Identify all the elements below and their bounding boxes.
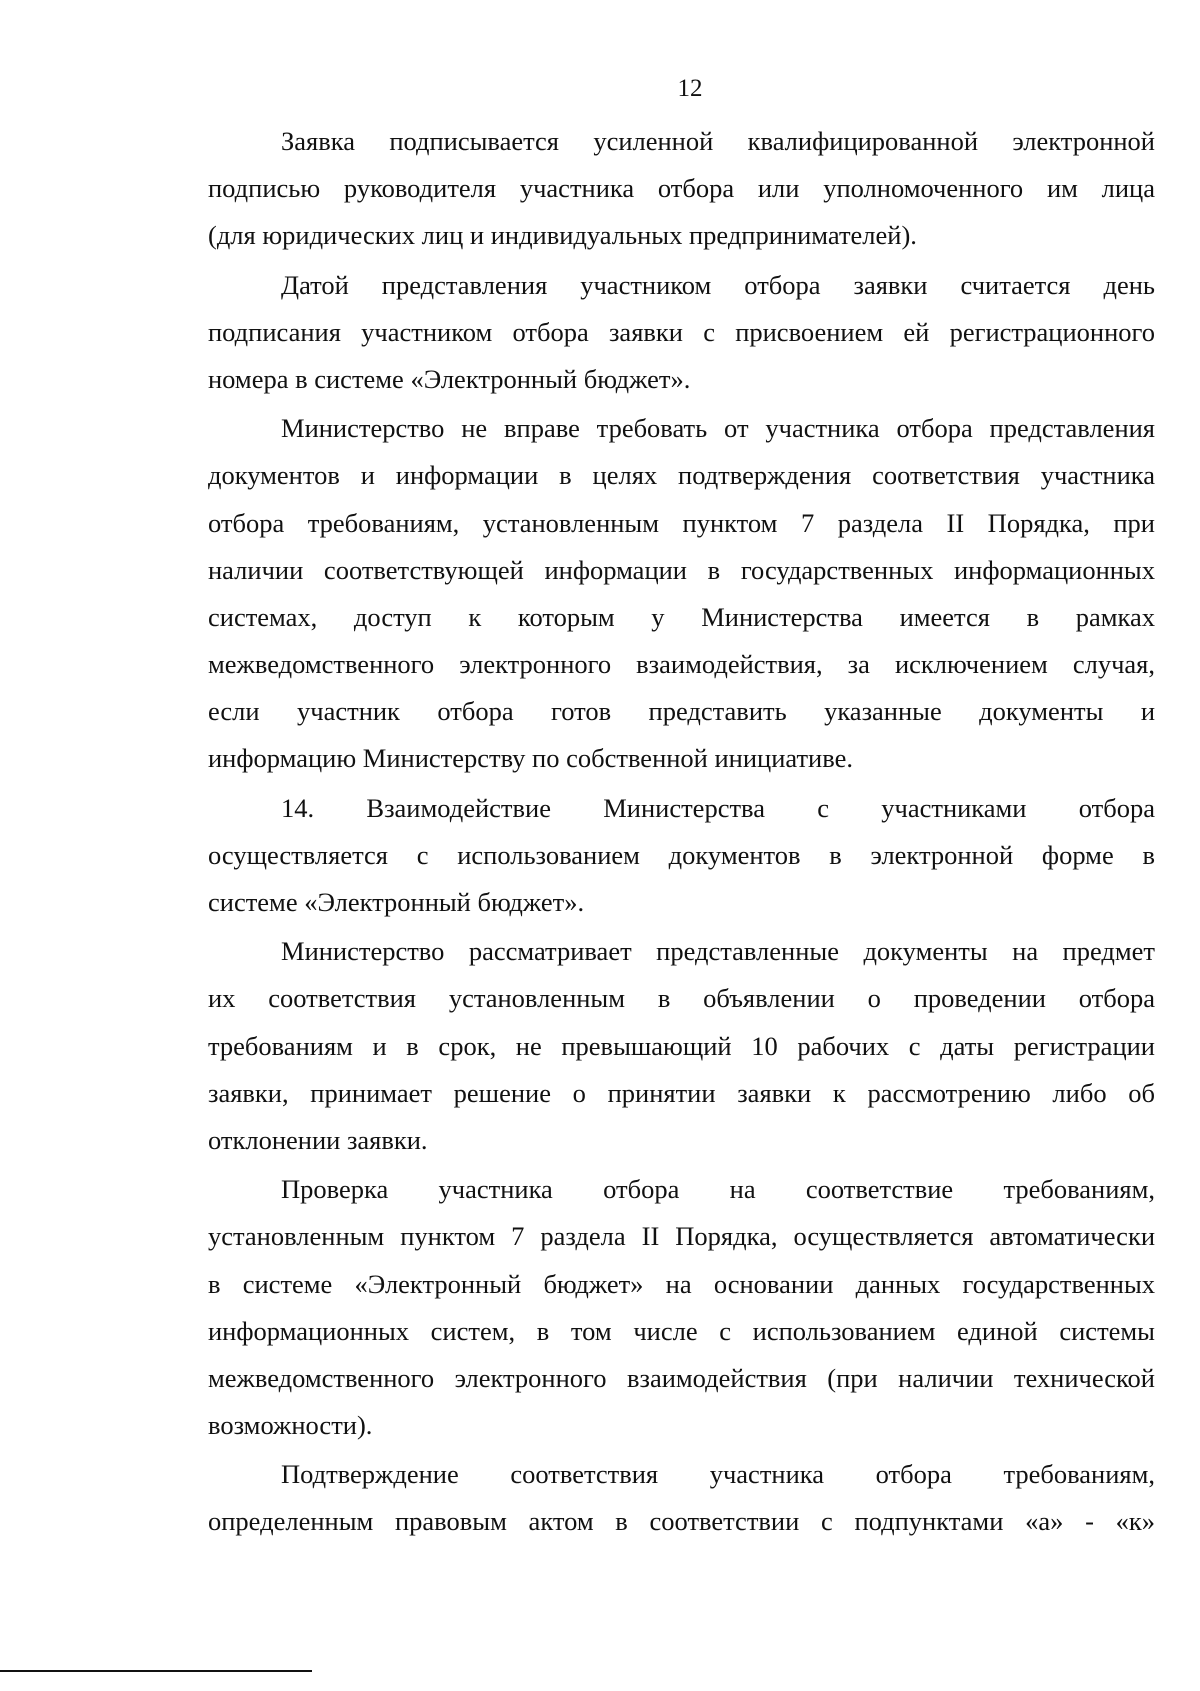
- text-line: определенным правовым актом в соответствии с подпунктами «а» - «к»: [208, 1506, 1155, 1537]
- text-line: информационных систем, в том числе с использованием единой системы: [208, 1315, 1155, 1346]
- text-line: подписью руководителя участника отбора или уполномоченного им лица: [208, 173, 1155, 204]
- text-line: заявки, принимает решение о принятии заявки к рассмотрению либо об: [208, 1077, 1155, 1108]
- paragraph: [208, 1451, 1155, 1545]
- text-line: 14. Взаимодействие Министерства с участниками отбора: [281, 792, 1155, 823]
- paragraph: [208, 928, 1155, 1164]
- text-line: межведомственного электронного взаимодействия, за исключением случая,: [208, 649, 1155, 680]
- text-line: отклонении заявки.: [208, 1124, 428, 1155]
- document-body: [208, 118, 1155, 1546]
- text-line: системе «Электронный бюджет».: [208, 887, 585, 917]
- paragraph: [208, 118, 1155, 260]
- text-line: Заявка подписывается усиленной квалифицированной электронной: [281, 126, 1155, 156]
- text-line: Министерство не вправе требовать от участника отбора представления: [281, 413, 1155, 444]
- page-number: 12: [677, 75, 703, 102]
- text-line: наличии соответствующей информации в государственных информационных: [208, 554, 1155, 585]
- text-line: осуществляется с использованием документов в электронной форме в: [208, 839, 1155, 870]
- text-line: (для юридических лиц и индивидуальных предпринимателей).: [208, 220, 917, 251]
- paragraph: [208, 405, 1155, 783]
- text-line: установленным пунктом 7 раздела II Порядка, осуществляется автоматически: [208, 1221, 1155, 1252]
- text-line: Проверка участника отбора на соответствие требованиям,: [281, 1174, 1155, 1205]
- paragraph: [208, 785, 1155, 927]
- paragraph: [208, 1166, 1155, 1449]
- text-line: их соответствия установленным в объявлении о проведении отбора: [208, 983, 1155, 1014]
- text-line: подписания участником отбора заявки с присвоением ей регистрационного: [208, 316, 1155, 347]
- text-line: Датой представления участником отбора заявки считается день: [281, 269, 1155, 300]
- text-line: возможности).: [208, 1410, 373, 1441]
- text-line: документов и информации в целях подтверждения соответствия участника: [208, 460, 1155, 491]
- text-line: требованиям и в срок, не превышающий 10 рабочих с даты регистрации: [208, 1030, 1155, 1061]
- text-line: отбора требованиям, установленным пунктом 7 раздела II Порядка, при: [208, 507, 1155, 538]
- text-line: межведомственного электронного взаимодействия (при наличии технической: [208, 1362, 1155, 1393]
- text-line: в системе «Электронный бюджет» на основании данных государственных: [208, 1268, 1155, 1299]
- text-line: номера в системе «Электронный бюджет».: [208, 363, 691, 394]
- text-line: Министерство рассматривает представленные документы на предмет: [281, 936, 1155, 967]
- text-line: Подтверждение соответствия участника отбора требованиям,: [281, 1459, 1155, 1490]
- text-line: информацию Министерству по собственной инициативе.: [208, 743, 853, 774]
- text-line: если участник отбора готов представить указанные документы и: [208, 696, 1155, 727]
- paragraph: [208, 262, 1155, 404]
- text-line: системах, доступ к которым у Министерства имеется в рамках: [208, 601, 1155, 632]
- footnote-separator: [0, 1670, 312, 1672]
